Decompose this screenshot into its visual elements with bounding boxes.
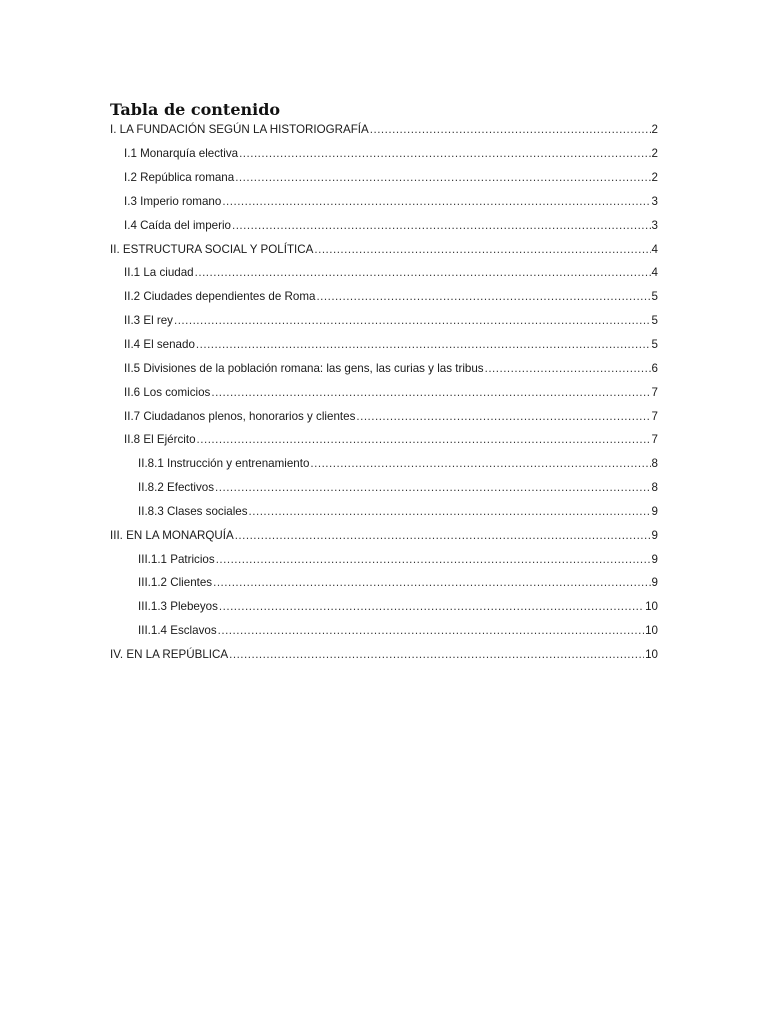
toc-entry-link[interactable] bbox=[110, 190, 658, 214]
toc-entry-text: II.5 Divisiones de la población romana: las gens, las curias y las tribus bbox=[124, 361, 484, 375]
toc-entry-link[interactable] bbox=[110, 285, 658, 309]
toc-entry-link[interactable] bbox=[110, 237, 658, 261]
toc-entry-page-number: 4 bbox=[651, 242, 658, 256]
toc-entry-page-number: 8 bbox=[651, 457, 658, 471]
toc-entry-text: II.8.1 Instrucción y entrenamiento bbox=[138, 457, 310, 471]
toc-entry-link[interactable] bbox=[110, 452, 658, 476]
toc-entry-link[interactable] bbox=[110, 619, 658, 643]
toc-entry-page-number: 3 bbox=[651, 194, 658, 208]
toc-entry-link[interactable] bbox=[110, 595, 658, 619]
dot-leader bbox=[232, 219, 651, 232]
dot-leader bbox=[485, 362, 651, 375]
dot-leader bbox=[310, 457, 650, 470]
dot-leader bbox=[229, 648, 644, 661]
toc-entry-page-number: 9 bbox=[651, 528, 658, 542]
dot-leader bbox=[218, 624, 644, 637]
dot-leader bbox=[370, 123, 651, 136]
toc-entry-link[interactable] bbox=[110, 142, 658, 166]
toc-entry-page-number: 7 bbox=[651, 433, 658, 447]
toc-entry-page-number: 4 bbox=[651, 266, 658, 280]
toc-entry-text: IV. EN LA REPÚBLICA bbox=[110, 647, 229, 661]
toc-entry-link[interactable] bbox=[110, 643, 658, 667]
toc-entry-text: II.4 El senado bbox=[124, 338, 195, 352]
dot-leader bbox=[211, 386, 650, 399]
dot-leader bbox=[213, 576, 650, 589]
dot-leader bbox=[197, 433, 651, 446]
toc-entry-text: I.3 Imperio romano bbox=[124, 194, 222, 208]
dot-leader bbox=[314, 243, 650, 256]
toc-entry-text: III.1.4 Esclavos bbox=[138, 624, 217, 638]
toc-entry-text: III.1.3 Plebeyos bbox=[138, 600, 218, 614]
dot-leader bbox=[216, 553, 651, 566]
toc-entry-text: III.1.2 Clientes bbox=[138, 576, 213, 590]
dot-leader bbox=[235, 171, 650, 184]
toc-entry-link[interactable] bbox=[110, 428, 658, 452]
toc-entry-text: III. EN LA MONARQUÍA bbox=[110, 528, 234, 542]
toc-entry-link[interactable] bbox=[110, 476, 658, 500]
toc-entry-page-number: 9 bbox=[651, 576, 658, 590]
dot-leader bbox=[316, 290, 650, 303]
dot-leader bbox=[239, 147, 650, 160]
toc-entry-text: II.8.2 Efectivos bbox=[138, 481, 215, 495]
toc-entry-text: II.7 Ciudadanos plenos, honorarios y clientes bbox=[124, 409, 356, 423]
toc-entry-text: II.3 El rey bbox=[124, 314, 173, 328]
dot-leader bbox=[219, 600, 644, 613]
toc-entry-page-number: 3 bbox=[651, 218, 658, 232]
dot-leader bbox=[174, 314, 651, 327]
toc-entry-page-number: 10 bbox=[645, 647, 658, 661]
toc-entry-page-number: 5 bbox=[651, 314, 658, 328]
toc-entry-text: III.1.1 Patricios bbox=[138, 552, 215, 566]
toc-title: Tabla de contenido bbox=[110, 100, 281, 119]
toc-entry-page-number: 2 bbox=[651, 147, 658, 161]
toc-entry-page-number: 10 bbox=[645, 600, 658, 614]
toc-entry-link[interactable] bbox=[110, 213, 658, 237]
toc-entry-text: II.8 El Ejército bbox=[124, 433, 196, 447]
toc-entry-link[interactable] bbox=[110, 261, 658, 285]
toc-entry-link[interactable] bbox=[110, 118, 658, 142]
dot-leader bbox=[235, 529, 651, 542]
toc-entry-link[interactable] bbox=[110, 404, 658, 428]
toc-entry-text: I.2 República romana bbox=[124, 171, 235, 185]
toc-entry-text: II.2 Ciudades dependientes de Roma bbox=[124, 290, 316, 304]
toc-entry-page-number: 9 bbox=[651, 552, 658, 566]
toc-entry-page-number: 9 bbox=[651, 504, 658, 518]
dot-leader bbox=[249, 505, 651, 518]
toc-entry-text: II.8.3 Clases sociales bbox=[138, 504, 248, 518]
toc-entry-page-number: 5 bbox=[651, 290, 658, 304]
toc-entry-page-number: 6 bbox=[651, 361, 658, 375]
dot-leader bbox=[195, 266, 651, 279]
dot-leader bbox=[196, 338, 651, 351]
toc-entry-link[interactable] bbox=[110, 309, 658, 333]
toc-entry-text: II. ESTRUCTURA SOCIAL Y POLÍTICA bbox=[110, 242, 314, 256]
toc-entry-text: I. LA FUNDACIÓN SEGÚN LA HISTORIOGRAFÍA bbox=[110, 123, 369, 137]
toc-entry-link[interactable] bbox=[110, 380, 658, 404]
toc-entry-page-number: 5 bbox=[651, 338, 658, 352]
toc-entry-link[interactable] bbox=[110, 500, 658, 524]
toc-entry-page-number: 8 bbox=[651, 481, 658, 495]
toc-entry-link[interactable] bbox=[110, 523, 658, 547]
toc-entry-page-number: 7 bbox=[651, 385, 658, 399]
toc-entry-text: II.6 Los comicios bbox=[124, 385, 211, 399]
toc-list bbox=[110, 118, 658, 666]
toc-entry-link[interactable] bbox=[110, 547, 658, 571]
toc-entry-page-number: 7 bbox=[651, 409, 658, 423]
toc-entry-link[interactable] bbox=[110, 333, 658, 357]
toc-entry-link[interactable] bbox=[110, 356, 658, 380]
toc-entry-link[interactable] bbox=[110, 571, 658, 595]
toc-entry-text: II.1 La ciudad bbox=[124, 266, 194, 280]
dot-leader bbox=[356, 410, 650, 423]
toc-entry-page-number: 2 bbox=[651, 123, 658, 137]
toc-entry-page-number: 2 bbox=[651, 171, 658, 185]
toc-entry-text: I.4 Caída del imperio bbox=[124, 218, 231, 232]
toc-entry-text: I.1 Monarquía electiva bbox=[124, 147, 239, 161]
dot-leader bbox=[222, 195, 650, 208]
toc-entry-link[interactable] bbox=[110, 166, 658, 190]
toc-entry-page-number: 10 bbox=[645, 624, 658, 638]
dot-leader bbox=[215, 481, 651, 494]
